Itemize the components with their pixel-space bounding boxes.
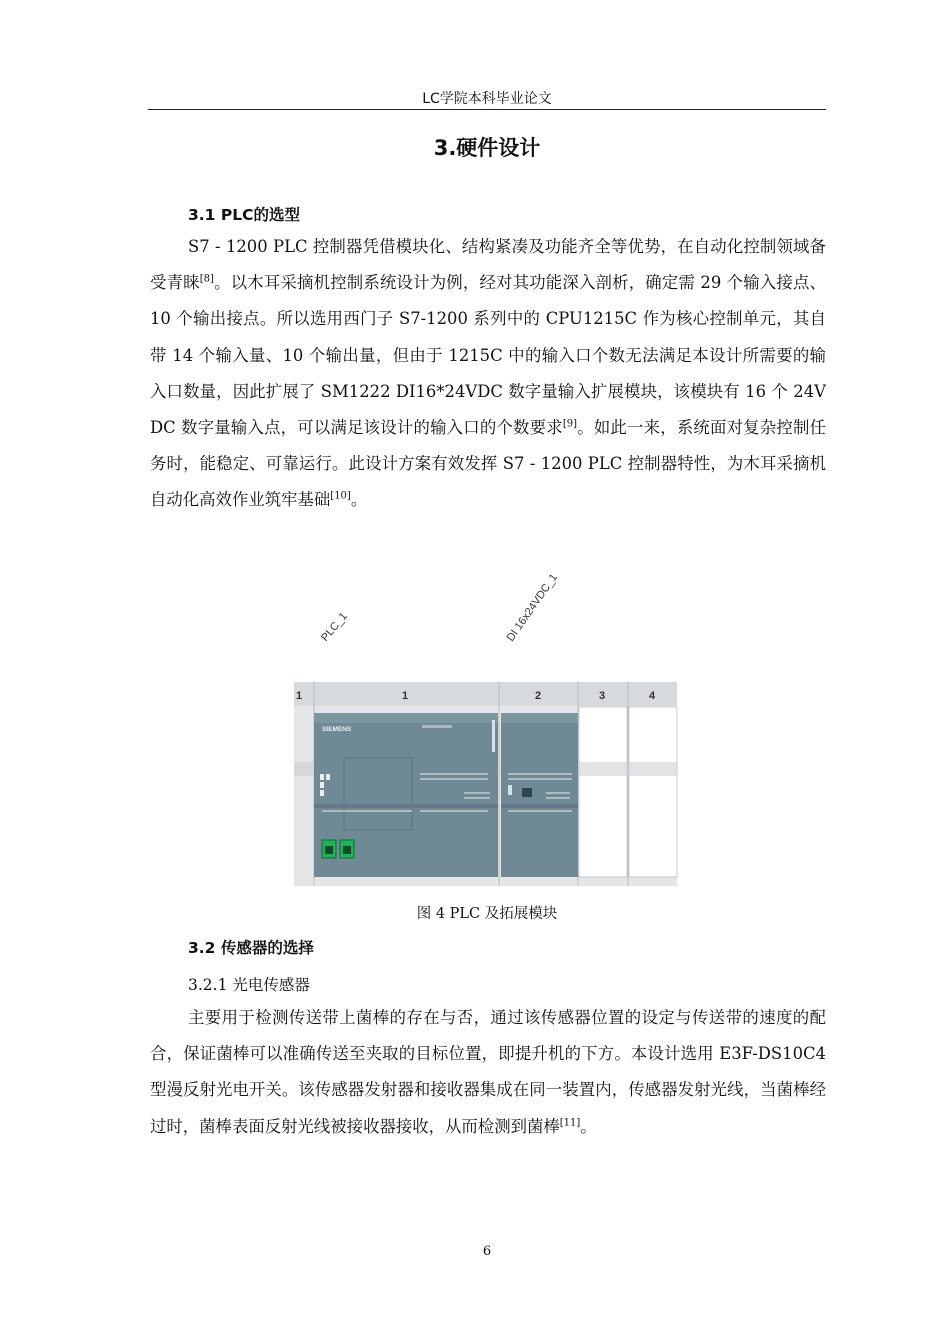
di-top-strip: [501, 713, 578, 723]
slot-number: 4: [649, 690, 656, 702]
slot-header-bar: [294, 682, 677, 706]
siemens-logo: SIEMENS: [322, 726, 352, 733]
cpu-top-strip: [314, 713, 498, 723]
paragraph-text: 。: [350, 490, 368, 510]
port-socket: [325, 846, 333, 854]
paragraph-photoelectric-sensor: [150, 1000, 826, 1145]
status-led: [326, 774, 330, 780]
slot-number: 1: [402, 690, 409, 702]
page-number: 6: [482, 1244, 492, 1259]
paragraph-text: 。以木耳采摘机控制系统设计为例，经对其功能深入剖析，确定需 29 个输入接点、10 个输出接点。所以选用西门子 S7-1200 系列中的 CPU1215C 作为核心控制单元，其自带 14 个输入量、10 个输出量，但由于 1215C 中的输入口个数无法满足本设计所需要的输入口数量，因此扩展了 SM1222 DI16*24VDC 数字量输入扩展模块，该模块有 16 个 24V DC 数字量输入点，可以满足该设计的输入口的个数要求: [150, 273, 826, 438]
di-status-led: [508, 785, 512, 795]
subsection-heading-3-2-1: 3.2.1 光电传感器: [188, 976, 310, 994]
empty-slot-4: [629, 707, 677, 877]
di-expansion-module: [501, 713, 578, 877]
paragraph-text: 。如此一来，系统面对复杂控制任务时，能稳定、可靠运行。此设计方案有效发挥 S7 - 1200 PLC 控制器特性，为木耳采摘机自动化高效作业筑牢基础: [150, 418, 826, 510]
figure-plc-modules: [294, 570, 680, 888]
section-heading-3-1: 3.1 PLC的选型: [188, 206, 300, 224]
label-di-module: DI 16x24VDC_1: [504, 571, 561, 644]
paragraph-text: 。: [580, 1116, 597, 1136]
plc-rack-diagram: [294, 570, 680, 888]
paragraph-text: 主要用于检测传送带上菌棒的存在与否，通过该传感器位置的设定与传送带的速度的配合，保证菌棒可以准确传送至夹取的目标位置，即提升机的下方。本设计选用 E3F-DS10C4 型漫反射光电开关。该传感器发射器和接收器集成在同一装置内，传感器发射光线，当菌棒经过时，菌棒表面反射光线被接收器接收，从而检测到菌棒: [150, 1008, 826, 1136]
di-connector: [522, 788, 532, 797]
citation-11: [11]: [559, 1117, 581, 1129]
citation-8: [8]: [199, 273, 214, 285]
status-led: [320, 774, 324, 780]
cpu-divider-band: [314, 804, 498, 808]
di-divider-band: [501, 804, 578, 808]
cpu-indicator: [492, 720, 495, 752]
slot-number: 3: [599, 690, 606, 702]
running-header: LC学院本科毕业论文: [422, 91, 552, 107]
empty-slot-3: [579, 707, 627, 877]
header-rule: [148, 109, 826, 110]
figure-caption: 图 4 PLC 及拓展模块: [416, 906, 558, 922]
paragraph-text: S7 - 1200 PLC 控制器凭借模块化、结构紧凑及功能齐全等优势，在自动化控制领域备受青睐: [150, 237, 826, 293]
citation-10: [10]: [330, 490, 351, 502]
chapter-title: 3.硬件设计: [433, 136, 541, 160]
status-led: [320, 782, 324, 788]
status-led: [320, 790, 324, 796]
cpu-label-text: [422, 725, 452, 728]
label-plc: PLC_1: [319, 610, 350, 644]
slot-number: 1: [296, 690, 303, 702]
port-socket: [343, 846, 351, 854]
citation-9: [9]: [562, 418, 578, 430]
paragraph-plc-selection: [150, 229, 826, 519]
slot-number: 2: [535, 690, 542, 702]
section-heading-3-2: 3.2 传感器的选择: [188, 939, 314, 957]
